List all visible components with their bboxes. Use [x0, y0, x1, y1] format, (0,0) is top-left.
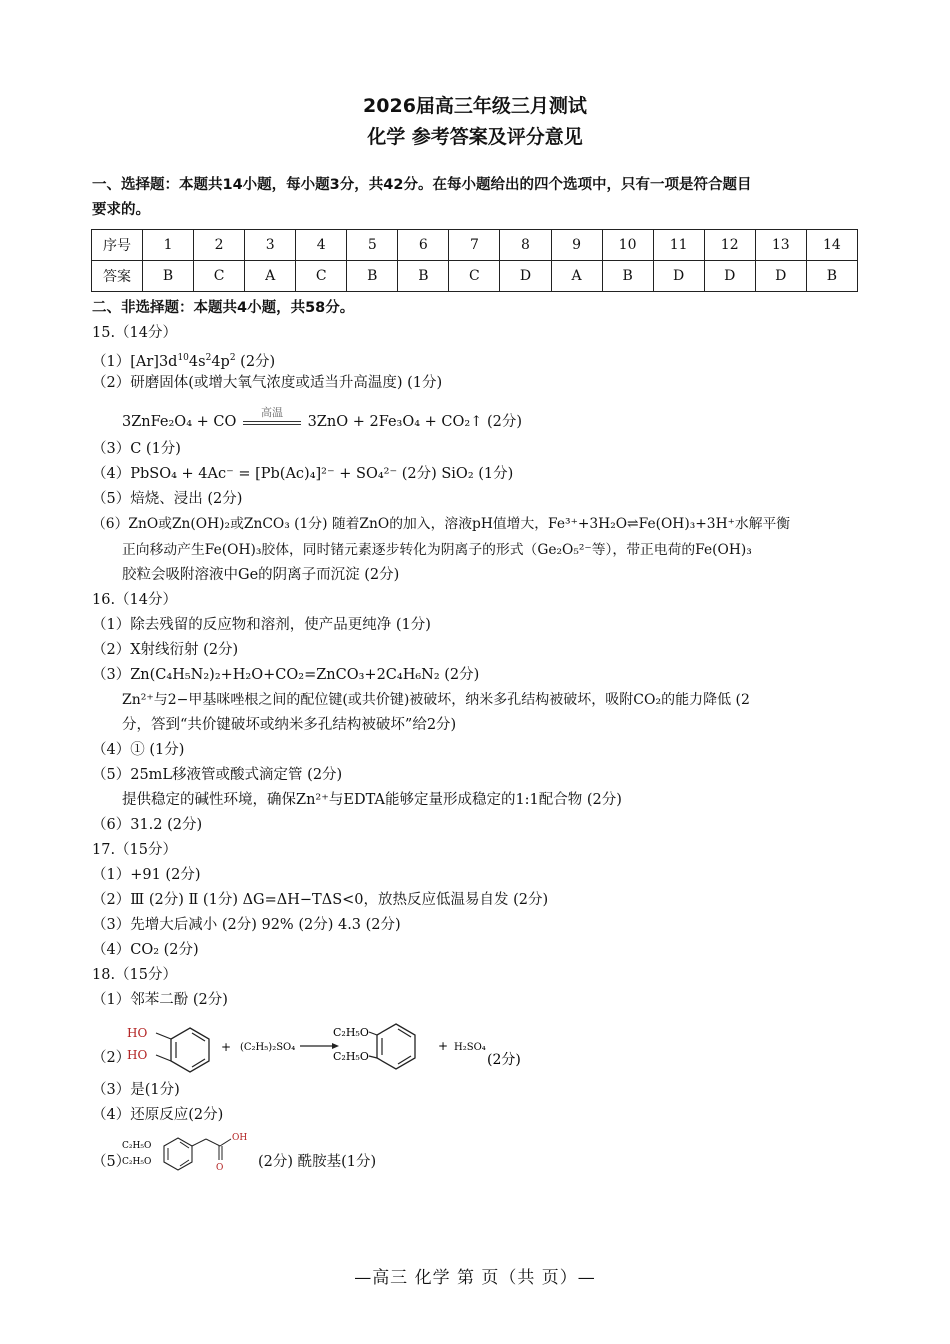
q16-answer-3: （3）Zn(C₄H₅N₂)₂+H₂O+CO₂=ZnCO₃+2C₄H₆N₂ (2分)	[92, 667, 480, 683]
q17-title: 17.（15分）	[92, 842, 178, 858]
catechol-structure	[127, 1026, 209, 1072]
table-cell: 13	[755, 230, 806, 261]
q18-answer-3: （3）是(1分)	[92, 1082, 180, 1098]
arrow-line-top	[243, 421, 301, 422]
table-header-answer: 答案	[92, 261, 143, 292]
table-cell: 10	[602, 230, 653, 261]
text: （1）[Ar]3d	[92, 353, 178, 370]
table-cell: B	[806, 261, 857, 292]
q17-answer-3: （3）先增大后减小 (2分) 92% (2分) 4.3 (2分)	[92, 917, 401, 933]
table-cell: A	[245, 261, 296, 292]
carbonyl-o-label: O	[216, 1163, 224, 1173]
q18-answer-4: （4）还原反应(2分)	[92, 1107, 224, 1123]
table-cell: 9	[551, 230, 602, 261]
table-cell: 5	[347, 230, 398, 261]
q16-answer-3b: Zn²⁺与2−甲基咪唑根之间的配位键(或共价键)被破坏，纳米多孔结构被破坏，吸附CO₂的能力降低 (2	[122, 692, 750, 708]
table-cell: C	[296, 261, 347, 292]
table-cell: A	[551, 261, 602, 292]
q16-answer-5: （5）25mL移液管或酸式滴定管 (2分)	[92, 767, 343, 783]
score-label: (2分)	[487, 1052, 521, 1068]
condition-arrow	[241, 406, 303, 432]
q16-answer-5b: 提供稳定的碱性环境，确保Zn²⁺与EDTA能够定量形成稳定的1:1配合物 (2分)	[122, 792, 622, 808]
table-row	[92, 230, 858, 261]
oh-label: OH	[232, 1133, 248, 1143]
table-cell: 2	[194, 230, 245, 261]
q18-answer-5-structure	[120, 1126, 256, 1176]
q15-answer-5: （5）焙烧、浸出 (2分)	[92, 491, 243, 507]
product-structure	[333, 1024, 415, 1069]
page-title: 2026届高三年级三月测试	[363, 95, 587, 117]
q16-title: 16.（14分）	[92, 592, 178, 608]
table-cell: D	[704, 261, 755, 292]
section1-heading-cont: 要求的。	[92, 202, 150, 218]
table-cell: B	[143, 261, 194, 292]
table-cell: C	[194, 261, 245, 292]
table-cell: C	[449, 261, 500, 292]
table-cell: 8	[500, 230, 551, 261]
q15-answer-6-cont2: 胶粒会吸附溶液中Ge的阴离子而沉淀 (2分)	[122, 567, 400, 583]
table-cell: B	[347, 261, 398, 292]
q15-answer-4: （4）PbSO₄ + 4Ac⁻ = [Pb(Ac)₄]²⁻ + SO₄²⁻ (2分) SiO₂ (1分)	[92, 466, 514, 482]
ethoxy-label: C₂H₅O	[122, 1141, 152, 1151]
sup: 2	[229, 353, 236, 363]
page-footer: —高三 化学 第 页（共 页）—	[354, 1268, 596, 1288]
reagent-label: (C₂H₅)₂SO₄	[240, 1042, 296, 1053]
condition-label: 高温	[260, 406, 283, 419]
q16-answer-1: （1）除去残留的反应物和溶剂，使产品更纯净 (1分)	[92, 617, 431, 633]
section2-heading: 二、非选择题：本题共4小题，共58分。	[92, 300, 355, 316]
table-cell: B	[602, 261, 653, 292]
q17-answer-1: （1）+91 (2分)	[92, 867, 201, 883]
q18-answer-1: （1）邻苯二酚 (2分)	[92, 992, 228, 1008]
table-cell: 11	[653, 230, 704, 261]
table-cell: 14	[806, 230, 857, 261]
table-cell: D	[500, 261, 551, 292]
table-cell: D	[755, 261, 806, 292]
text: (2分)	[235, 353, 276, 370]
q18-answer-2-label: （2）	[92, 1050, 131, 1066]
q18-title: 18.（15分）	[92, 967, 178, 983]
arrow-icon	[300, 1043, 339, 1049]
table-cell: 3	[245, 230, 296, 261]
equation-left: 3ZnFe₂O₄ + CO	[122, 414, 237, 430]
q17-answer-2: （2）Ⅲ (2分) Ⅱ (1分) ΔG=ΔH−TΔS<0，放热反应低温易自发 (2分)	[92, 892, 549, 908]
plus-sign: +	[221, 1040, 232, 1054]
table-row	[92, 261, 858, 292]
section1-heading: 一、选择题：本题共14小题，每小题3分，共42分。在每小题给出的四个选项中，只有一项是符合题目	[92, 177, 752, 193]
q18-answer-5-tail: (2分) 酰胺基(1分)	[258, 1154, 377, 1170]
q16-answer-4: （4）① (1分)	[92, 742, 185, 758]
equation-right: 3ZnO + 2Fe₃O₄ + CO₂↑ (2分)	[307, 414, 523, 430]
ho-label: HO	[127, 1048, 148, 1062]
text: 4s	[188, 353, 206, 370]
table-cell: 4	[296, 230, 347, 261]
table-cell: D	[653, 261, 704, 292]
q17-answer-4: （4）CO₂ (2分)	[92, 942, 199, 958]
table-cell: 1	[143, 230, 194, 261]
ethoxy-label: C₂H₅O	[122, 1157, 152, 1167]
q15-title: 15.（14分）	[92, 325, 178, 341]
q15-answer-6: （6）ZnO或Zn(OH)₂或ZnCO₃ (1分) 随着ZnO的加入，溶液pH值增大，Fe³⁺+3H₂O⇌Fe(OH)₃+3H⁺水解平衡	[92, 516, 791, 532]
sup: 2	[205, 353, 212, 363]
ho-label: HO	[127, 1026, 148, 1040]
q16-answer-6: （6）31.2 (2分)	[92, 817, 203, 833]
ethoxy-label: C₂H₅O	[333, 1050, 369, 1063]
q16-answer-2: （2）X射线衍射 (2分)	[92, 642, 239, 658]
q15-answer-3: （3）C (1分)	[92, 441, 181, 457]
sup: 10	[177, 353, 189, 363]
q18-answer-5-label: （5）	[92, 1154, 131, 1170]
text: 4p	[211, 353, 230, 370]
byproduct-label: H₂SO₄	[454, 1042, 486, 1053]
q15-equation	[122, 406, 862, 435]
q15-answer-6-cont: 正向移动产生Fe(OH)₃胶体，同时锗元素逐步转化为阴离子的形式（Ge₂O₅²⁻等），带正电荷的Fe(OH)₃	[122, 542, 752, 558]
table-cell: 12	[704, 230, 755, 261]
table-header-number: 序号	[92, 230, 143, 261]
table-cell: B	[398, 261, 449, 292]
table-cell: 6	[398, 230, 449, 261]
q15-answer-2: （2）研磨固体(或增大氧气浓度或适当升高温度) (1分)	[92, 375, 443, 391]
plus-sign: +	[438, 1039, 449, 1053]
q16-answer-3c: 分，答到“共价键破坏或纳米多孔结构被破坏”给2分)	[122, 717, 457, 733]
table-cell: 7	[449, 230, 500, 261]
ethoxy-label: C₂H₅O	[333, 1026, 369, 1039]
page-subtitle: 化学 参考答案及评分意见	[367, 126, 583, 148]
answer-table	[91, 229, 858, 292]
arrow-line-bottom	[243, 424, 301, 425]
